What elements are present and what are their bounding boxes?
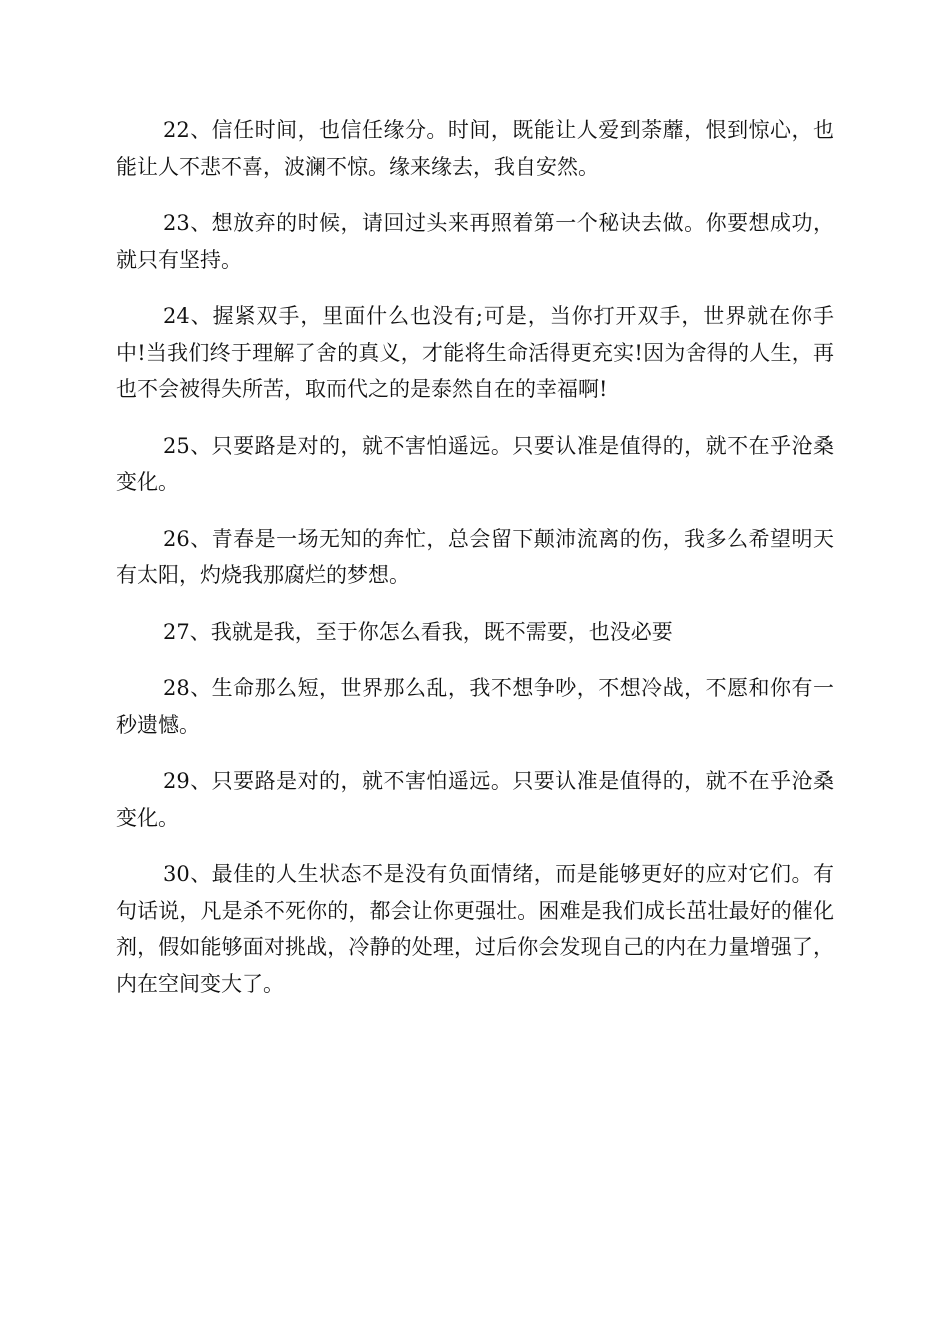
paragraph-22: 22、信任时间，也信任缘分。时间，既能让人爱到荼蘼，恨到惊心，也能让人不悲不喜，波澜不惊。缘来缘去，我自安然。: [116, 118, 834, 179]
document-body: [116, 112, 834, 1022]
paragraph-28: 28、生命那么短，世界那么乱，我不想争吵，不想冷战，不愿和你有一秒遗憾。: [116, 676, 834, 737]
paragraph-27: 27、我就是我，至于你怎么看我，既不需要，也没必要: [163, 619, 673, 644]
paragraph-29: 29、只要路是对的，就不害怕遥远。只要认准是值得的，就不在乎沧桑变化。: [116, 769, 834, 830]
paragraph-24: 24、握紧双手，里面什么也没有;可是，当你打开双手，世界就在你手中!当我们终于理解了舍的真义，才能将生命活得更充实!因为舍得的人生，再也不会被得失所苦，取而代之的是泰然自在的幸福啊!: [116, 304, 834, 401]
paragraph-30: 30、最佳的人生状态不是没有负面情绪，而是能够更好的应对它们。有句话说，凡是杀不死你的，都会让你更强壮。困难是我们成长茁壮最好的催化剂，假如能够面对挑战，冷静的处理，过后你会发现自己的内在力量增强了，内在空间变大了。: [116, 862, 834, 996]
paragraph-25: 25、只要路是对的，就不害怕遥远。只要认准是值得的，就不在乎沧桑变化。: [116, 433, 834, 494]
paragraph-23: 23、想放弃的时候，请回过头来再照着第一个秘诀去做。你要想成功，就只有坚持。: [116, 211, 834, 272]
paragraph-26: 26、青春是一场无知的奔忙，总会留下颠沛流离的伤，我多么希望明天有太阳，灼烧我那腐烂的梦想。: [116, 526, 834, 587]
